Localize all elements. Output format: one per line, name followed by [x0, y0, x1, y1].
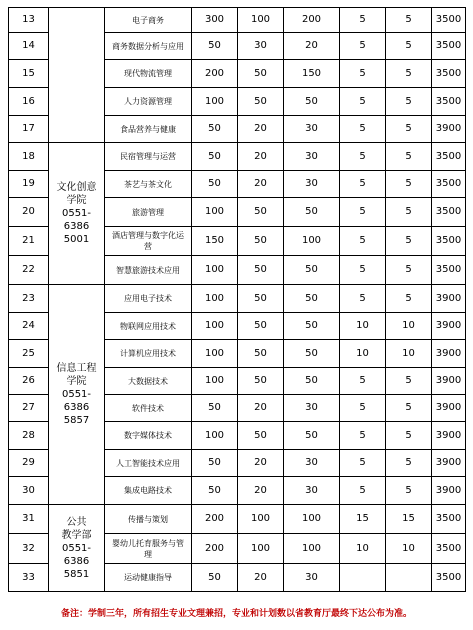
plan-cell: 10 — [386, 340, 432, 368]
plan-cell: 20 — [238, 564, 284, 592]
tuition-cell: 3500 — [432, 534, 466, 564]
tuition-cell: 3900 — [432, 422, 466, 450]
plan-cell: 5 — [340, 256, 386, 285]
plan-cell: 50 — [284, 340, 340, 368]
footnote: 备注：学制三年，所有招生专业文理兼招，专业和计划数以省教育厅最终下达公布为准。 — [60, 609, 412, 619]
college-cell — [49, 8, 105, 143]
tuition-cell: 3900 — [432, 285, 466, 313]
college-line: 5001 — [63, 234, 90, 245]
tuition-cell: 3900 — [432, 313, 466, 340]
plan-cell: 50 — [238, 198, 284, 227]
row-number-cell: 22 — [9, 256, 49, 285]
plan-cell: 5 — [386, 368, 432, 395]
major-name-cell: 现代物流管理 — [105, 60, 192, 88]
row-number-cell: 16 — [9, 88, 49, 116]
major-name-cell: 酒店管理与数字化运营 — [105, 227, 192, 256]
plan-cell: 5 — [386, 116, 432, 143]
plan-cell: 100 — [238, 8, 284, 33]
tuition-cell: 3900 — [432, 368, 466, 395]
plan-cell: 5 — [340, 116, 386, 143]
plan-cell: 20 — [238, 450, 284, 477]
plan-cell: 50 — [284, 88, 340, 116]
row-number-cell: 17 — [9, 116, 49, 143]
row-number-cell: 28 — [9, 422, 49, 450]
plan-total-cell: 100 — [192, 368, 238, 395]
plan-cell: 50 — [238, 256, 284, 285]
plan-cell: 30 — [284, 564, 340, 592]
row-number-cell: 33 — [9, 564, 49, 592]
plan-total-cell: 150 — [192, 227, 238, 256]
plan-cell — [340, 564, 386, 592]
tuition-cell: 3500 — [432, 60, 466, 88]
row-number-cell: 23 — [9, 285, 49, 313]
plan-cell: 5 — [386, 227, 432, 256]
row-number-cell: 24 — [9, 313, 49, 340]
plan-total-cell: 50 — [192, 33, 238, 60]
major-name-cell: 人工智能技术应用 — [105, 450, 192, 477]
college-line: 0551-6386 — [61, 542, 92, 567]
plan-cell: 50 — [284, 313, 340, 340]
plan-cell: 5 — [340, 60, 386, 88]
tuition-cell: 3500 — [432, 564, 466, 592]
plan-cell: 100 — [284, 534, 340, 564]
plan-cell: 50 — [284, 198, 340, 227]
plan-total-cell: 200 — [192, 534, 238, 564]
college-line: 学院 — [66, 376, 87, 387]
college-line: 文化创意 — [56, 182, 97, 193]
plan-total-cell: 100 — [192, 198, 238, 227]
plan-cell: 50 — [238, 285, 284, 313]
tuition-cell: 3500 — [432, 33, 466, 60]
major-name-cell: 数字媒体技术 — [105, 422, 192, 450]
plan-cell: 5 — [386, 143, 432, 171]
plan-cell: 50 — [284, 285, 340, 313]
tuition-cell: 3900 — [432, 477, 466, 505]
plan-cell: 5 — [386, 198, 432, 227]
plan-cell: 5 — [340, 395, 386, 422]
major-name-cell: 集成电路技术 — [105, 477, 192, 505]
plan-cell: 50 — [238, 88, 284, 116]
major-name-cell: 运动健康指导 — [105, 564, 192, 592]
plan-cell: 5 — [386, 395, 432, 422]
college-line: 公共 — [66, 516, 87, 528]
plan-cell: 10 — [386, 534, 432, 564]
row-number-cell: 25 — [9, 340, 49, 368]
major-name-cell: 人力资源管理 — [105, 88, 192, 116]
major-name-cell: 物联网应用技术 — [105, 313, 192, 340]
plan-total-cell: 100 — [192, 256, 238, 285]
major-name-cell: 软件技术 — [105, 395, 192, 422]
plan-total-cell: 50 — [192, 171, 238, 198]
plan-cell: 30 — [284, 143, 340, 171]
plan-total-cell: 200 — [192, 60, 238, 88]
plan-cell: 5 — [386, 450, 432, 477]
plan-cell: 10 — [340, 534, 386, 564]
plan-cell: 5 — [340, 285, 386, 313]
plan-total-cell: 50 — [192, 564, 238, 592]
college-line: 教学部 — [61, 529, 92, 541]
plan-cell: 10 — [340, 313, 386, 340]
plan-total-cell: 300 — [192, 8, 238, 33]
major-name-cell: 商务数据分析与应用 — [105, 33, 192, 60]
college-line: 5851 — [63, 568, 90, 580]
row-number-cell: 29 — [9, 450, 49, 477]
plan-total-cell: 50 — [192, 395, 238, 422]
row-number-cell: 15 — [9, 60, 49, 88]
college-line: 学院 — [66, 195, 87, 206]
plan-cell: 5 — [386, 171, 432, 198]
plan-cell: 100 — [238, 505, 284, 534]
row-number-cell: 27 — [9, 395, 49, 422]
plan-cell: 5 — [386, 8, 432, 33]
plan-cell: 50 — [284, 368, 340, 395]
tuition-cell: 3900 — [432, 395, 466, 422]
table-row — [9, 8, 466, 33]
plan-cell: 5 — [386, 285, 432, 313]
plan-total-cell: 50 — [192, 450, 238, 477]
plan-cell: 30 — [284, 450, 340, 477]
tuition-cell: 3900 — [432, 116, 466, 143]
plan-total-cell: 100 — [192, 285, 238, 313]
college-cell — [49, 285, 105, 505]
plan-total-cell: 200 — [192, 505, 238, 534]
major-name-cell: 食品营养与健康 — [105, 116, 192, 143]
plan-cell: 20 — [238, 171, 284, 198]
plan-cell: 30 — [238, 33, 284, 60]
plan-cell: 5 — [340, 368, 386, 395]
tuition-cell: 3900 — [432, 340, 466, 368]
plan-cell: 30 — [284, 477, 340, 505]
plan-total-cell: 50 — [192, 143, 238, 171]
tuition-cell: 3500 — [432, 171, 466, 198]
row-number-cell: 18 — [9, 143, 49, 171]
plan-cell: 20 — [238, 395, 284, 422]
table-row — [9, 505, 466, 534]
plan-cell: 100 — [238, 534, 284, 564]
major-name-cell: 大数据技术 — [105, 368, 192, 395]
college-line: 0551-6386 — [61, 389, 92, 413]
plan-cell: 5 — [340, 227, 386, 256]
plan-total-cell: 100 — [192, 422, 238, 450]
plan-cell: 30 — [284, 116, 340, 143]
plan-cell: 50 — [284, 256, 340, 285]
plan-cell: 5 — [386, 256, 432, 285]
plan-cell: 5 — [340, 450, 386, 477]
plan-total-cell: 50 — [192, 477, 238, 505]
plan-cell: 5 — [340, 33, 386, 60]
plan-cell: 5 — [386, 422, 432, 450]
tuition-cell: 3500 — [432, 505, 466, 534]
plan-cell: 100 — [284, 227, 340, 256]
plan-cell: 50 — [238, 340, 284, 368]
major-name-cell: 智慧旅游技术应用 — [105, 256, 192, 285]
major-name-cell: 婴幼儿托育服务与管理 — [105, 534, 192, 564]
plan-cell: 30 — [284, 171, 340, 198]
plan-cell: 50 — [238, 313, 284, 340]
plan-total-cell: 100 — [192, 340, 238, 368]
plan-cell: 50 — [238, 422, 284, 450]
tuition-cell: 3500 — [432, 198, 466, 227]
plan-cell: 150 — [284, 60, 340, 88]
major-name-cell: 电子商务 — [105, 8, 192, 33]
college-line: 5857 — [63, 415, 90, 426]
college-line: 信息工程 — [56, 363, 97, 374]
major-name-cell: 计算机应用技术 — [105, 340, 192, 368]
plan-cell: 5 — [340, 477, 386, 505]
plan-cell: 5 — [340, 88, 386, 116]
plan-cell: 5 — [386, 60, 432, 88]
plan-cell: 20 — [284, 33, 340, 60]
plan-cell: 20 — [238, 116, 284, 143]
major-name-cell: 旅游管理 — [105, 198, 192, 227]
row-number-cell: 21 — [9, 227, 49, 256]
plan-cell: 5 — [340, 143, 386, 171]
row-number-cell: 13 — [9, 8, 49, 33]
row-number-cell: 31 — [9, 505, 49, 534]
plan-cell: 15 — [386, 505, 432, 534]
table-body — [9, 8, 466, 592]
plan-cell: 20 — [238, 143, 284, 171]
plan-total-cell: 100 — [192, 313, 238, 340]
plan-cell: 50 — [238, 60, 284, 88]
tuition-cell: 3500 — [432, 88, 466, 116]
plan-cell: 5 — [340, 8, 386, 33]
plan-cell: 100 — [284, 505, 340, 534]
enrollment-plan-table — [8, 7, 466, 592]
plan-cell: 20 — [238, 477, 284, 505]
college-line: 0551-6386 — [61, 208, 92, 232]
plan-cell: 10 — [386, 313, 432, 340]
tuition-cell: 3500 — [432, 8, 466, 33]
plan-cell: 5 — [386, 33, 432, 60]
plan-cell: 5 — [386, 88, 432, 116]
tuition-cell: 3500 — [432, 227, 466, 256]
plan-cell: 30 — [284, 395, 340, 422]
plan-cell: 5 — [340, 422, 386, 450]
plan-cell — [386, 564, 432, 592]
college-cell — [49, 505, 105, 592]
plan-cell: 200 — [284, 8, 340, 33]
tuition-cell: 3500 — [432, 143, 466, 171]
plan-total-cell: 50 — [192, 116, 238, 143]
table-row — [9, 143, 466, 171]
plan-cell: 5 — [386, 477, 432, 505]
major-name-cell: 传播与策划 — [105, 505, 192, 534]
tuition-cell: 3900 — [432, 450, 466, 477]
college-cell — [49, 143, 105, 285]
plan-cell: 15 — [340, 505, 386, 534]
major-name-cell: 应用电子技术 — [105, 285, 192, 313]
row-number-cell: 19 — [9, 171, 49, 198]
row-number-cell: 14 — [9, 33, 49, 60]
major-name-cell: 民宿管理与运营 — [105, 143, 192, 171]
tuition-cell: 3500 — [432, 256, 466, 285]
plan-cell: 50 — [284, 422, 340, 450]
plan-total-cell: 100 — [192, 88, 238, 116]
table-row — [9, 285, 466, 313]
plan-cell: 5 — [340, 171, 386, 198]
row-number-cell: 32 — [9, 534, 49, 564]
row-number-cell: 30 — [9, 477, 49, 505]
plan-cell: 50 — [238, 368, 284, 395]
plan-cell: 5 — [340, 198, 386, 227]
major-name-cell: 茶艺与茶文化 — [105, 171, 192, 198]
row-number-cell: 20 — [9, 198, 49, 227]
row-number-cell: 26 — [9, 368, 49, 395]
plan-cell: 10 — [340, 340, 386, 368]
plan-cell: 50 — [238, 227, 284, 256]
